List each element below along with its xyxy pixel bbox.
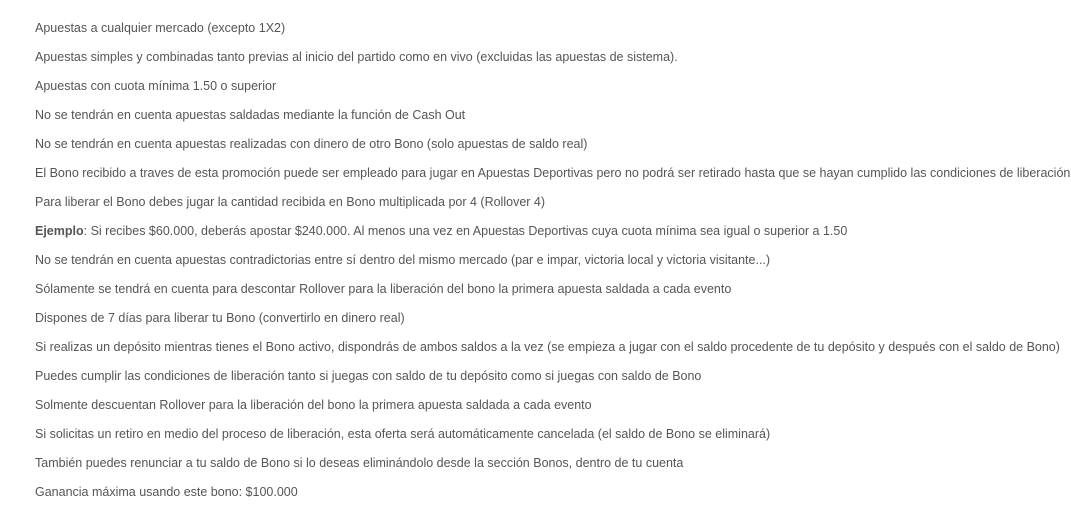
term-text: Puedes cumplir las condiciones de liberación tanto si juegas con saldo de tu depósito como si juegas con saldo de Bono [35, 369, 702, 383]
term-item [35, 47, 1071, 76]
term-item [35, 18, 1071, 47]
term-text: Solmente descuentan Rollover para la liberación del bono la primera apuesta saldada a cada evento [35, 398, 592, 412]
term-text: Apuestas simples y combinadas tanto previas al inicio del partido como en vivo (excluidas las apuestas de sistema). [35, 50, 678, 64]
term-item [35, 250, 1071, 279]
term-item [35, 366, 1071, 395]
example-label: Ejemplo [35, 224, 84, 238]
term-item [35, 337, 1071, 366]
term-item-example [35, 221, 1071, 250]
term-item [35, 482, 1071, 511]
term-text: : Si recibes $60.000, deberás apostar $240.000. Al menos una vez en Apuestas Deportivas cuya cuota mínima sea igual o superior a 1.50 [83, 224, 848, 238]
term-item [35, 395, 1071, 424]
term-item [35, 279, 1071, 308]
term-item [35, 76, 1071, 105]
term-text: Dispones de 7 días para liberar tu Bono (convertirlo en dinero real) [35, 311, 405, 325]
term-item [35, 163, 1071, 192]
term-item [35, 424, 1071, 453]
term-text: No se tendrán en cuenta apuestas contradictorias entre sí dentro del mismo mercado (par e impar, victoria local y victoria visitante...) [35, 253, 771, 267]
term-text: Si realizas un depósito mientras tienes el Bono activo, dispondrás de ambos saldos a la vez (se empieza a jugar con el saldo procedente de tu depósito y después con el saldo de Bono) [35, 340, 1060, 354]
term-text: No se tendrán en cuenta apuestas saldadas mediante la función de Cash Out [35, 108, 466, 122]
term-item [35, 105, 1071, 134]
term-item [35, 134, 1071, 163]
term-item [35, 308, 1071, 337]
term-item [35, 453, 1071, 482]
term-text: Apuestas con cuota mínima 1.50 o superior [35, 79, 277, 93]
term-item [35, 192, 1071, 221]
term-text: No se tendrán en cuenta apuestas realizadas con dinero de otro Bono (solo apuestas de saldo real) [35, 137, 588, 151]
term-text: El Bono recibido a traves de esta promoción puede ser empleado para jugar en Apuestas Deportivas pero no podrá ser retirado hasta que se hayan cumplido las condiciones de liberación [35, 166, 1071, 180]
term-text: Sólamente se tendrá en cuenta para descontar Rollover para la liberación del bono la primera apuesta saldada a cada evento [35, 282, 732, 296]
term-text: Apuestas a cualquier mercado (excepto 1X2) [35, 21, 286, 35]
term-text: Para liberar el Bono debes jugar la cantidad recibida en Bono multiplicada por 4 (Rollover 4) [35, 195, 546, 209]
term-text: Si solicitas un retiro en medio del proceso de liberación, esta oferta será automáticamente cancelada (el saldo de Bono se eliminará) [35, 427, 771, 441]
term-text: Ganancia máxima usando este bono: $100.000 [35, 485, 298, 499]
term-text: También puedes renunciar a tu saldo de Bono si lo deseas eliminándolo desde la sección Bonos, dentro de tu cuenta [35, 456, 684, 470]
